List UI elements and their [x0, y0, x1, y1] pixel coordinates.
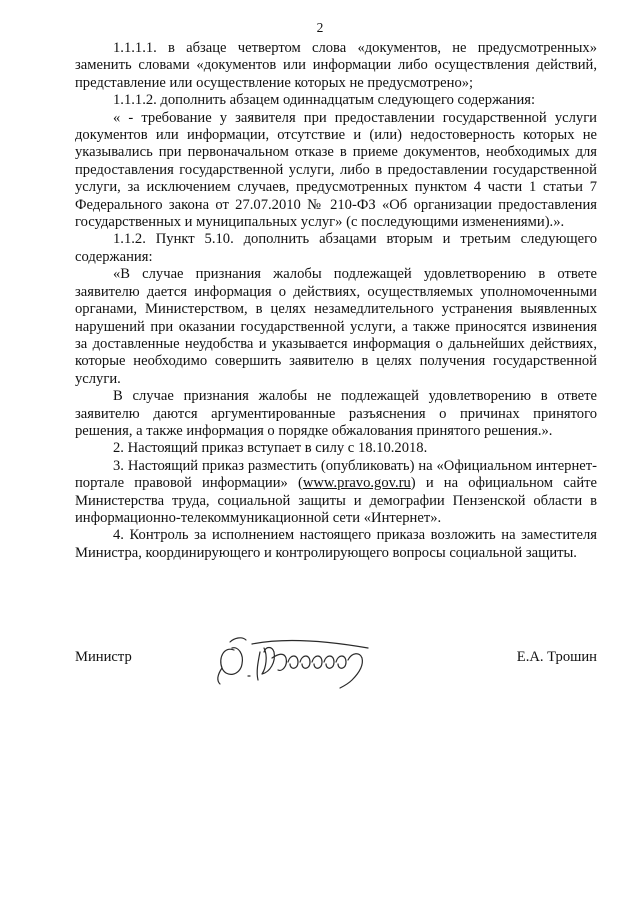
paragraph-text: «В случае признания жалобы подлежащей удовлетворению в ответе заявителю дается информация о действиях, осуществляемых уполномоченными органами, Министерством, в целях незамедлительного устранения выявленных нарушений при оказании государственной услуги, а также приносятся извинения за доставленные неудобства и указывается информация о дальнейших действиях, которые необходимо совершить заявителю в целях получения государственной услуги.: [75, 266, 597, 387]
document-body: [75, 40, 597, 562]
paragraph-text: 1.1.1.1. в абзаце четвертом слова «документов, не предусмотренных» заменить словами «документов или информации либо осуществления действий, представление или осуществление которых не предусмотрено»;: [75, 40, 597, 91]
paragraph-text: 1.1.1.2. дополнить абзацем одиннадцатым следующего содержания:: [113, 92, 536, 109]
paragraph-publication: [75, 458, 597, 528]
page-number: 2: [316, 20, 324, 35]
paragraph-1-1-2: [75, 231, 597, 266]
paragraph-complaint-rejected: [75, 388, 597, 440]
paragraph-1-1-1-2: [75, 92, 597, 109]
paragraph-text: 4. Контроль за исполнением настоящего приказа возложить на заместителя Министра, координирующего и контролирующего вопросы социальной защиты.: [75, 527, 597, 561]
paragraph-text: 3. Настоящий приказ разместить (опубликовать) на «Официальном интернет-портале правовой информации» (: [75, 457, 597, 492]
paragraph-complaint-satisfied: [75, 266, 597, 388]
paragraph-effective-date: [75, 440, 597, 457]
pravo-gov-link[interactable]: www.pravo.gov.ru: [302, 475, 411, 492]
paragraph-text: 1.1.2. Пункт 5.10. дополнить абзацами вторым и третьим следующего содержания:: [75, 231, 597, 265]
signatory-position: Министр: [75, 649, 132, 665]
paragraph-1-1-1-1: [75, 40, 597, 92]
paragraph-text: В случае признания жалобы не подлежащей удовлетворению в ответе заявителю даются аргументированные разъяснения о причинах принятого решения, а также информация о порядке обжалования принятого решения.».: [75, 388, 597, 439]
paragraph-text: « - требование у заявителя при предоставлении государственной услуги документов или информации, отсутствие и (или) недостоверность которых не указывались при первоначальном отказе в приеме документов, необходимых для предоставления государственной услуги, либо в предоставлении государственной услуги, за исключением случаев, предусмотренных пунктом 4 части 1 статьи 7 Федерального закона от 27.07.2010 № 210-ФЗ «Об организации предоставления государственных и муниципальных услуг» (с последующими изменениями).».: [75, 109, 597, 231]
signatory-name: Е.А. Трошин: [516, 649, 597, 665]
paragraph-text: 2. Настоящий приказ вступает в силу с 18.10.2018.: [113, 440, 428, 457]
paragraph-text: ) и на официальном сайте Министерства труда, социальной защиты и демографии Пензенской области в информационно-телекоммуникационной сети «Интернет».: [75, 475, 597, 526]
paragraph-control: [75, 527, 597, 562]
paragraph-quote-requirement: [75, 110, 597, 232]
signature-block: [75, 649, 597, 669]
